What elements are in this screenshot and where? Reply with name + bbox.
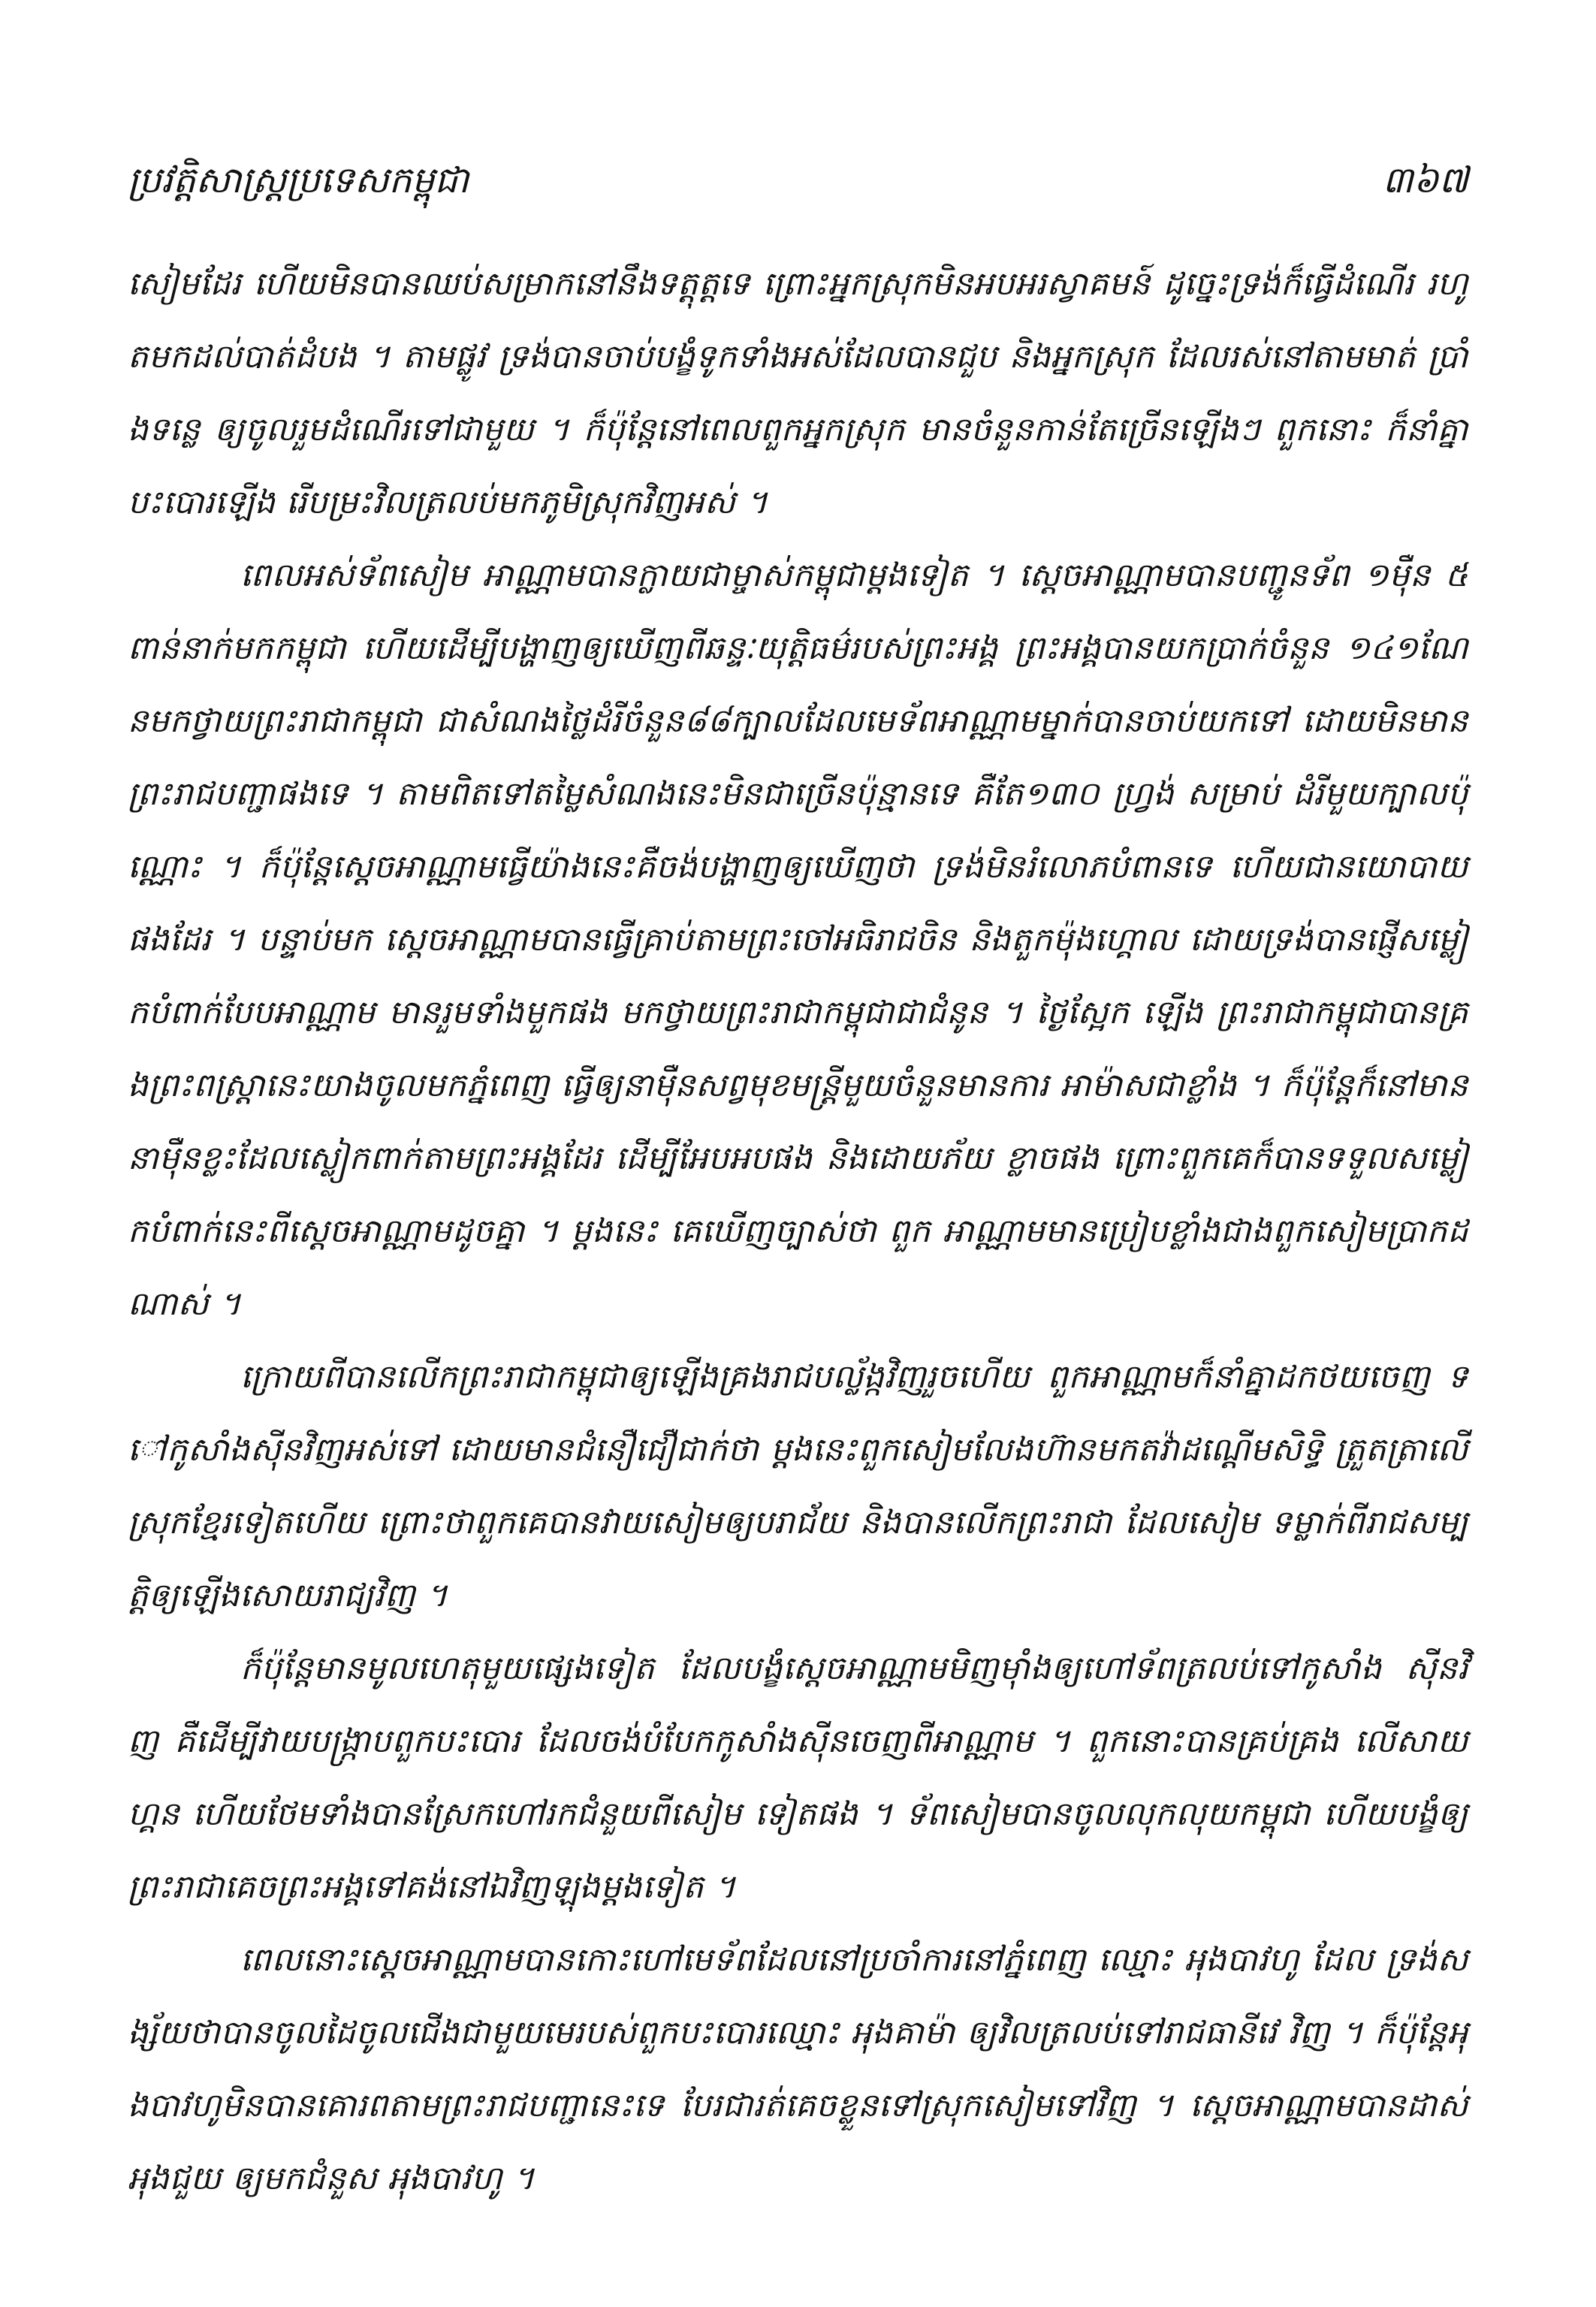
paragraph: ក្រោយពីបានលើកព្រះរាជាកម្ពុជាឲ្យឡើងគ្រងរាជបល្ល័ង្កវិញរួចហើយ ពួកអាណ្ណាមក៏នាំគ្នាដកថយចេញ ទៅកូសាំងស៊ីនវិញអស់ទៅ ដោយមានជំនឿជឿជាក់ថា ម្ដងនេះពួកសៀមលែងហ៊ានមកតវ៉ាដណ្ដើមសិទ្ធិ ត្រួតត្រាលើស្រុកខ្មែរទៀតហើយ ព្រោះថាពួកគេបានវាយសៀមឲ្យបរាជ័យ និងបានលើកព្រះរាជា ដែលសៀម ទម្លាក់ពីរាជសម្បត្តិឲ្យឡើងសោយរាជ្យវិញ ។: [128, 1358, 1468, 1614]
page-number: ៣៦៧: [1382, 159, 1468, 201]
paragraph: ក៏ប៉ុន្តែមានមូលហេតុមួយផ្សេងទៀត ដែលបង្ខំស្ដេចអាណ្ណាមមិញម៉ាំងឲ្យហៅទ័ពត្រលប់ទៅកូសាំង ស៊ីនវិញ គឺដើម្បីវាយបង្ក្រាបពួកបះបោរ ដែលចង់បំបែកកូសាំងស៊ីនចេញពីអាណ្ណាម ។ ពួកនោះបានគ្រប់គ្រង លើសាយហ្គន ហើយថែមទាំងបានស្រែកហៅរកជំនួយពីសៀម ទៀតផង ។ ទ័ពសៀមបានចូលលុកលុយកម្ពុជា ហើយបង្ខំឲ្យព្រះរាជាគេចព្រះអង្គទៅគង់នៅឯវិញឡុងម្ដងទៀត ។: [128, 1650, 1468, 1906]
body-text: [128, 248, 1468, 2215]
paragraph: ពេលនោះស្ដេចអាណ្ណាមបានកោះហៅមេទ័ពដែលនៅប្រចាំការនៅភ្នំពេញ ឈ្មោះ អុងបាវហូ ដែល ទ្រង់សង្ស័យថាបានចូលដៃចូលជើងជាមួយមេរបស់ពួកបះបោរឈ្មោះ អុងគាម៉ា ឲ្យវិលត្រលប់ទៅរាជធានីវេ វិញ ។ ក៏ប៉ុន្តែអុងបាវហូមិនបានគោរពតាមព្រះរាជបញ្ជានេះទេ បែរជារត់គេចខ្លួនទៅស្រុកសៀមទៅវិញ ។ ស្ដេចអាណ្ណាមបានដាស់ អុងជួយ ឲ្យមកជំនួស អុងបាវហូ ។: [128, 1941, 1468, 2197]
running-title: ប្រវត្តិសាស្ត្រប្រទេសកម្ពុជា: [128, 159, 469, 201]
running-header: [128, 150, 1468, 210]
paragraph-continued: សៀមដែរ ហើយមិនបានឈប់សម្រាកនៅនឹងទត្តុត្តទេ ព្រោះអ្នកស្រុកមិនអបអរស្វាគមន៍ ដូច្នេះទ្រង់ក៏ធ្វើដំណើរ រហូតមកដល់បាត់ដំបង ។ តាមផ្លូវ ទ្រង់បានចាប់បង្ខំទូកទាំងអស់ដែលបានជួប និងអ្នកស្រុក ដែលរស់នៅតាមមាត់ ប្រាំងទន្លេ ឲ្យចូលរួមដំណើរទៅជាមួយ ។ ក៏ប៉ុន្តែនៅពេលពួកអ្នកស្រុក មានចំនួនកាន់តែច្រើនឡើងៗ ពួកនោះ ក៏នាំគ្នាបះបោរឡើង រើបម្រះវិលត្រលប់មកភូមិស្រុកវិញអស់ ។: [128, 265, 1468, 521]
paragraph: ពេលអស់ទ័ពសៀម អាណ្ណាមបានក្លាយជាម្ចាស់កម្ពុជាម្ដងទៀត ។ ស្ដេចអាណ្ណាមបានបញ្ជូនទ័ព ១ម៉ឺន ៥ពាន់នាក់មកកម្ពុជា ហើយដើម្បីបង្ហាញឲ្យឃើញពីឆន្ទៈយុត្តិធម៌របស់ព្រះអង្គ ព្រះអង្គបានយកប្រាក់ចំនួន ១៤១ណែនមកថ្វាយព្រះរាជាកម្ពុជា ជាសំណងថ្លៃដំរីចំនួន៨៨ក្បាលដែលមេទ័ពអាណ្ណាមម្នាក់បានចាប់យកទៅ ដោយមិនមានព្រះរាជបញ្ជាផងទេ ។ តាមពិតទៅតម្លៃសំណងនេះមិនជាច្រើនប៉ុន្មានទេ គឺតែ១៣០ ហ្វ្រង់ សម្រាប់ ដំរីមួយក្បាលប៉ុណ្ណោះ ។ ក៏ប៉ុន្តែស្ដេចអាណ្ណាមធ្វើយ៉ាងនេះគឺចង់បង្ហាញឲ្យឃើញថា ទ្រង់មិនរំលោភបំពានទេ ហើយជានយោបាយ ផងដែរ ។ បន្ទាប់មក ស្ដេចអាណ្ណាមបានធ្វើគ្រាប់តាមព្រះចៅអធិរាជចិន និងតួកម៉ុងហ្គោល ដោយទ្រង់បានផ្ញើសម្លៀកបំពាក់បែបអាណ្ណាម មានរួមទាំងមួកផង មកថ្វាយព្រះរាជាកម្ពុជាជាជំនូន ។ ថ្ងៃស្អែក ឡើង ព្រះរាជាកម្ពុជាបានគ្រងព្រះពស្ត្រានេះយាងចូលមកភ្នំពេញ ធ្វើឲ្យនាម៉ឺនសព្វមុខមន្ត្រីមួយចំនួនមានការ អាម៉ាសជាខ្លាំង ។ ក៏ប៉ុន្តែក៏នៅមាននាម៉ឺនខ្លះដែលស្លៀកពាក់តាមព្រះអង្គដែរ ដើម្បីអែបអបផង និងដោយភ័យ ខ្លាចផង ព្រោះពួកគេក៏បានទទួលសម្លៀកបំពាក់នេះពីស្ដេចអាណ្ណាមដូចគ្នា ។ ម្ដងនេះ គេឃើញច្បាស់ថា ពួក អាណ្ណាមមានប្រៀបខ្លាំងជាងពួកសៀមប្រាកដណាស់ ។: [128, 557, 1468, 1323]
